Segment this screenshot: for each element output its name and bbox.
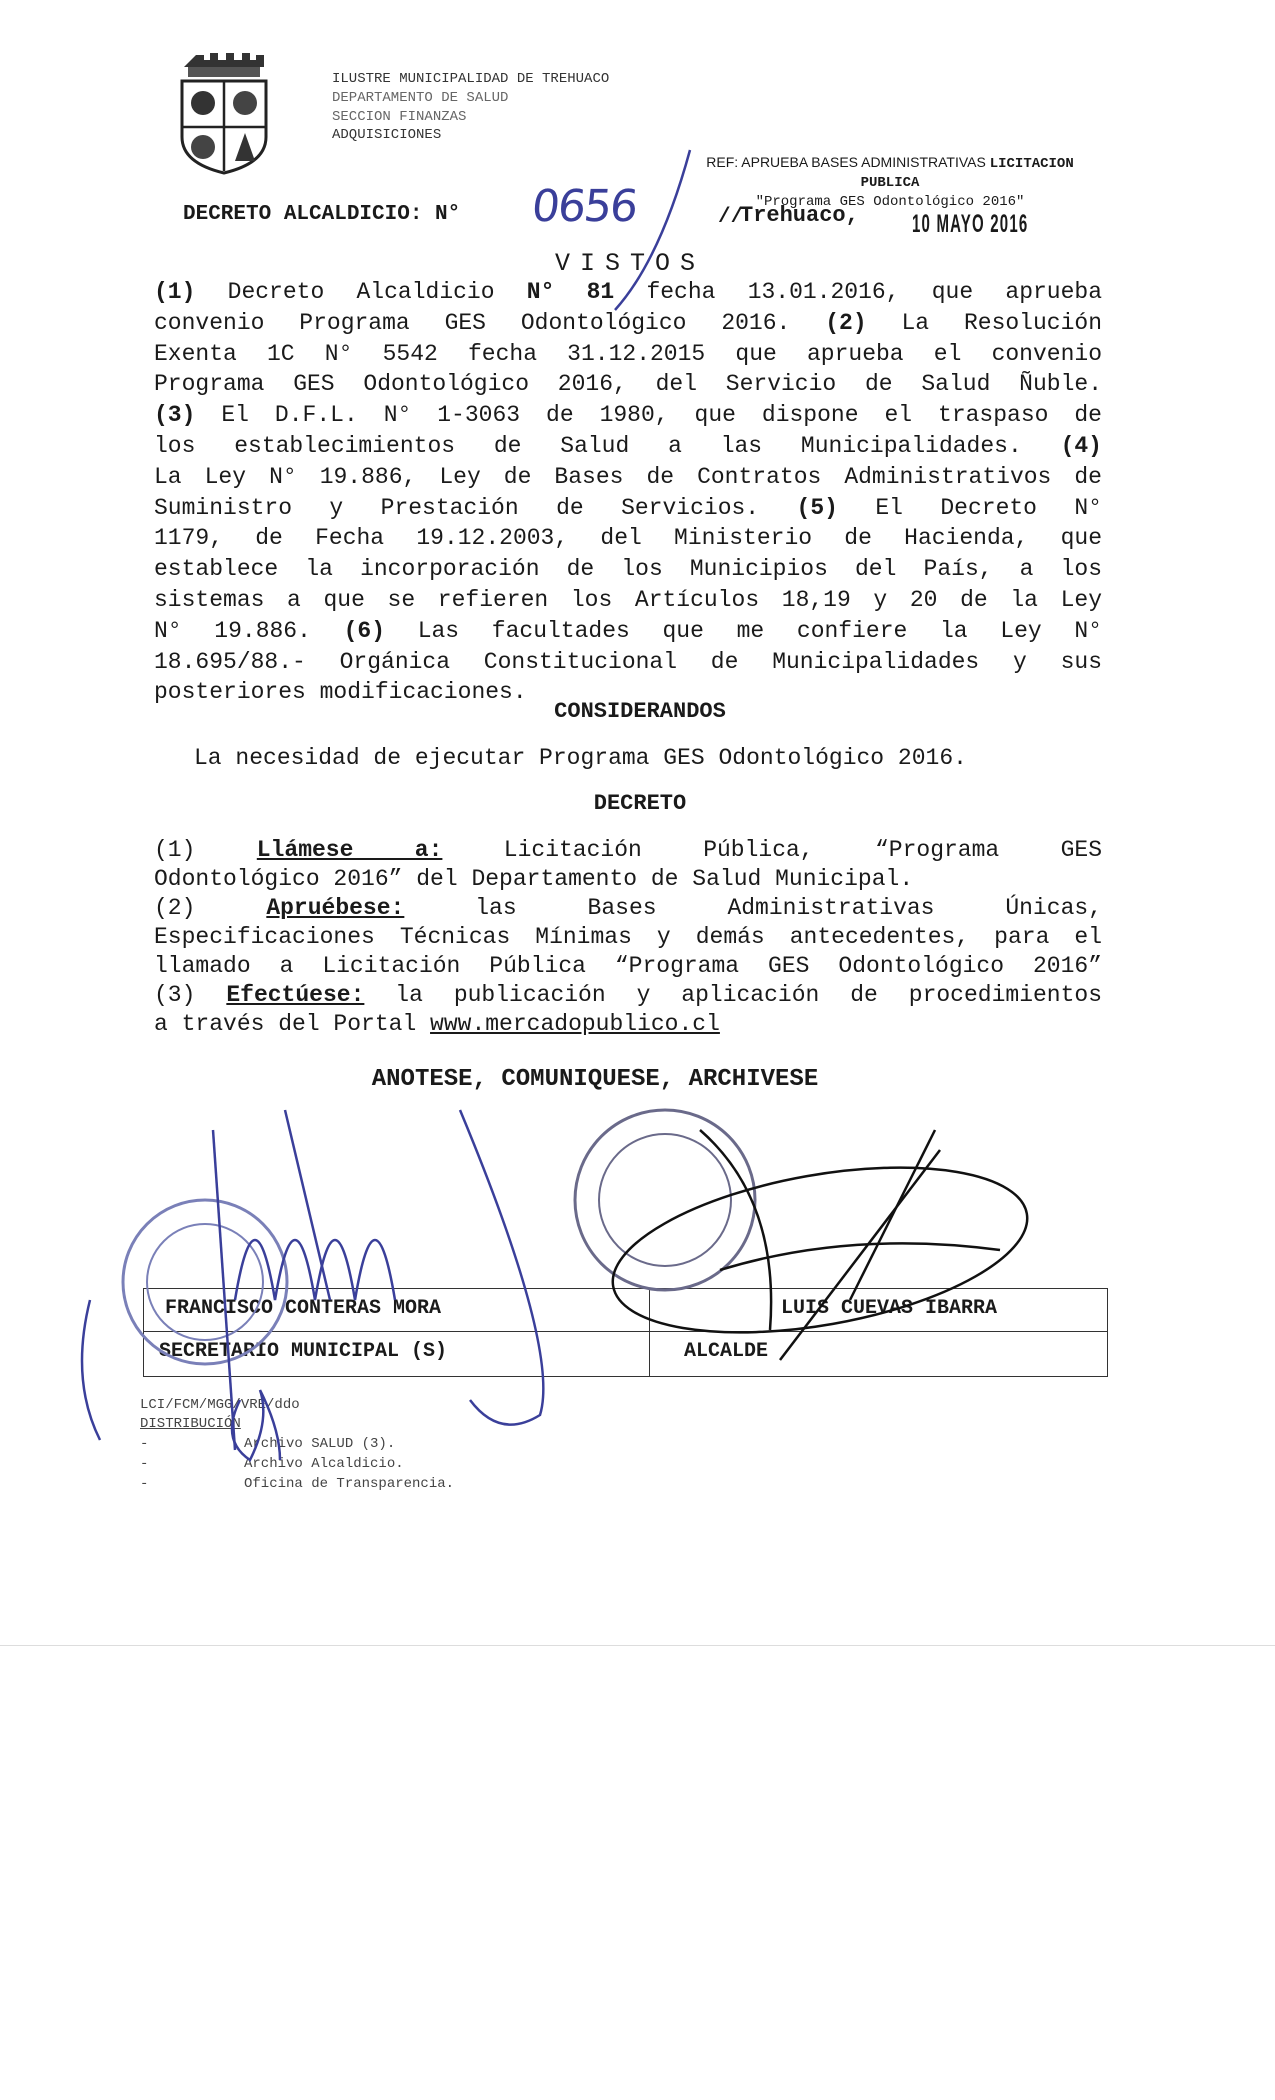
mayor-title: ALCALDE xyxy=(684,1340,769,1363)
text-segment: Llámese a: xyxy=(256,837,443,863)
vistos-body xyxy=(154,277,1102,708)
header-section: SECCION FINANZAS xyxy=(332,109,467,125)
text-segment: Odontológico 2016” del Departamento de Salud Municipal. xyxy=(154,866,914,892)
text-line xyxy=(154,981,1102,1010)
distribution-list xyxy=(140,1434,454,1494)
text-segment: fecha 13.01.2016, que aprueba xyxy=(614,279,1103,305)
text-line xyxy=(154,339,1102,370)
header-department: DEPARTAMENTO DE SALUD xyxy=(332,90,509,106)
text-segment: posteriores modificaciones. xyxy=(154,679,527,706)
initials: LCI/FCM/MGG/VRE/ddo xyxy=(140,1397,300,1413)
decree-date-stamp: 10 MAYO 2016 xyxy=(912,210,1029,238)
signature-table xyxy=(143,1288,1108,1377)
text-segment: 18.695/88.- Orgánica Constitucional de Municipalidades y sus xyxy=(154,648,1102,675)
text-segment: La Resolución xyxy=(866,309,1102,336)
text-segment: convenio Programa GES Odontológico 2016. xyxy=(154,309,826,336)
header-unit: ADQUISICIONES xyxy=(332,127,442,143)
ref-line-3: "Programa GES Odontológico 2016" xyxy=(755,194,1025,210)
text-line xyxy=(154,952,1102,981)
text-segment: Suministro y Prestación de Servicios. xyxy=(154,494,797,521)
text-line xyxy=(154,554,1102,585)
text-line xyxy=(154,462,1102,493)
text-segment: (2) xyxy=(154,895,267,921)
text-segment: Exenta 1C N° 5542 fecha 31.12.2015 que aprueba el convenio xyxy=(154,340,1102,367)
closing-line: ANOTESE, COMUNIQUESE, ARCHIVESE xyxy=(371,1066,819,1093)
text-line xyxy=(154,493,1102,524)
ref-line-2: PUBLICA xyxy=(860,175,920,191)
municipal-crest-logo xyxy=(178,47,270,175)
text-line xyxy=(154,277,1102,308)
text-segment: la publicación y aplicación de procedimientos xyxy=(364,982,1103,1008)
text-segment: las Bases Administrativas Únicas, xyxy=(404,895,1102,921)
considerandos-heading: CONSIDERANDOS xyxy=(554,699,726,724)
text-segment: Las facultades que me confiere la Ley N° xyxy=(385,617,1102,644)
text-line xyxy=(154,894,1102,923)
text-segment: N° 81 xyxy=(526,279,615,305)
text-segment: (3) xyxy=(154,982,227,1008)
considerandos-text: La necesidad de ejecutar Programa GES Odontológico 2016. xyxy=(194,745,967,771)
text-segment: 1179, de Fecha 19.12.2003, del Ministerio de Hacienda, que xyxy=(154,525,1102,552)
text-line xyxy=(154,431,1102,462)
text-line xyxy=(154,400,1102,431)
secretary-title: SECRETARIO MUNICIPAL (S) xyxy=(159,1340,448,1363)
ref-line-1b: LICITACION xyxy=(989,156,1074,172)
text-segment: N° 19.886. xyxy=(154,617,344,644)
text-segment: (5) xyxy=(796,494,838,521)
text-segment: Decreto Alcaldicio xyxy=(195,279,527,305)
decree-number-handwritten: 0656 xyxy=(529,181,639,232)
text-line xyxy=(154,308,1102,339)
text-line xyxy=(154,523,1102,554)
mayor-stamp xyxy=(575,1110,755,1290)
text-segment: (6) xyxy=(343,617,386,644)
text-segment: Licitación Pública, “Programa GES xyxy=(442,837,1102,863)
text-segment: a través del Portal xyxy=(154,1011,431,1037)
text-segment: establece la incorporación de los Municipios del País, a los xyxy=(154,556,1102,583)
text-segment: El D.F.L. N° 1-3063 de 1980, que dispone el traspaso de xyxy=(195,402,1102,429)
ref-line-1: REF: APRUEBA BASES ADMINISTRATIVAS xyxy=(706,154,986,170)
decreto-body xyxy=(154,836,1102,1039)
text-segment: Apruébese: xyxy=(266,895,405,921)
distribution-item: - Archivo SALUD (3). xyxy=(140,1436,396,1452)
page-edge xyxy=(0,1645,1275,1646)
secretary-name: FRANCISCO CONTERAS MORA xyxy=(165,1297,442,1320)
text-line xyxy=(154,369,1102,400)
text-segment: (3) xyxy=(154,402,196,429)
distribution-label: DISTRIBUCIÓN xyxy=(140,1416,241,1432)
text-line xyxy=(154,616,1102,647)
text-line xyxy=(154,585,1102,616)
decree-number-line xyxy=(183,181,639,232)
text-segment: Programa GES Odontológico 2016, del Servicio de Salud Ñuble. xyxy=(154,371,1102,398)
text-segment: (1) xyxy=(154,279,196,305)
text-line xyxy=(154,923,1102,952)
text-line xyxy=(154,865,1102,894)
header-municipality: ILUSTRE MUNICIPALIDAD DE TREHUACO xyxy=(332,71,610,87)
text-segment: sistemas a que se refieren los Artículos 18,19 y 20 de la Ley xyxy=(154,586,1102,613)
text-line xyxy=(154,1010,1102,1039)
text-segment: los establecimientos de Salud a las Municipalidades. xyxy=(154,432,1061,459)
decreto-heading: DECRETO xyxy=(593,791,687,816)
decree-label: DECRETO ALCALDICIO: N° xyxy=(183,203,461,226)
text-segment: (1) xyxy=(154,837,257,863)
text-line xyxy=(154,836,1102,865)
text-line xyxy=(154,647,1102,678)
text-segment: (4) xyxy=(1060,432,1102,459)
portal-link[interactable]: www.mercadopublico.cl xyxy=(430,1011,720,1037)
text-segment: La Ley N° 19.886, Ley de Bases de Contratos Administrativos de xyxy=(154,463,1102,490)
text-segment: Efectúese: xyxy=(226,982,365,1008)
distribution-item: - Archivo Alcaldicio. xyxy=(140,1456,404,1472)
text-segment: (2) xyxy=(825,309,867,336)
decree-place: Trehuaco, xyxy=(740,203,859,228)
text-segment: El Decreto N° xyxy=(837,494,1102,521)
decree-slashes: // xyxy=(718,206,744,229)
text-segment: llamado a Licitación Pública “Programa GES Odontológico 2016” xyxy=(154,953,1102,979)
text-segment: Especificaciones Técnicas Mínimas y demás antecedentes, para el xyxy=(154,924,1102,950)
vistos-heading: VISTOS xyxy=(554,249,705,278)
distribution-item: - Oficina de Transparencia. xyxy=(140,1476,455,1492)
mayor-name: LUIS CUEVAS IBARRA xyxy=(780,1297,998,1320)
